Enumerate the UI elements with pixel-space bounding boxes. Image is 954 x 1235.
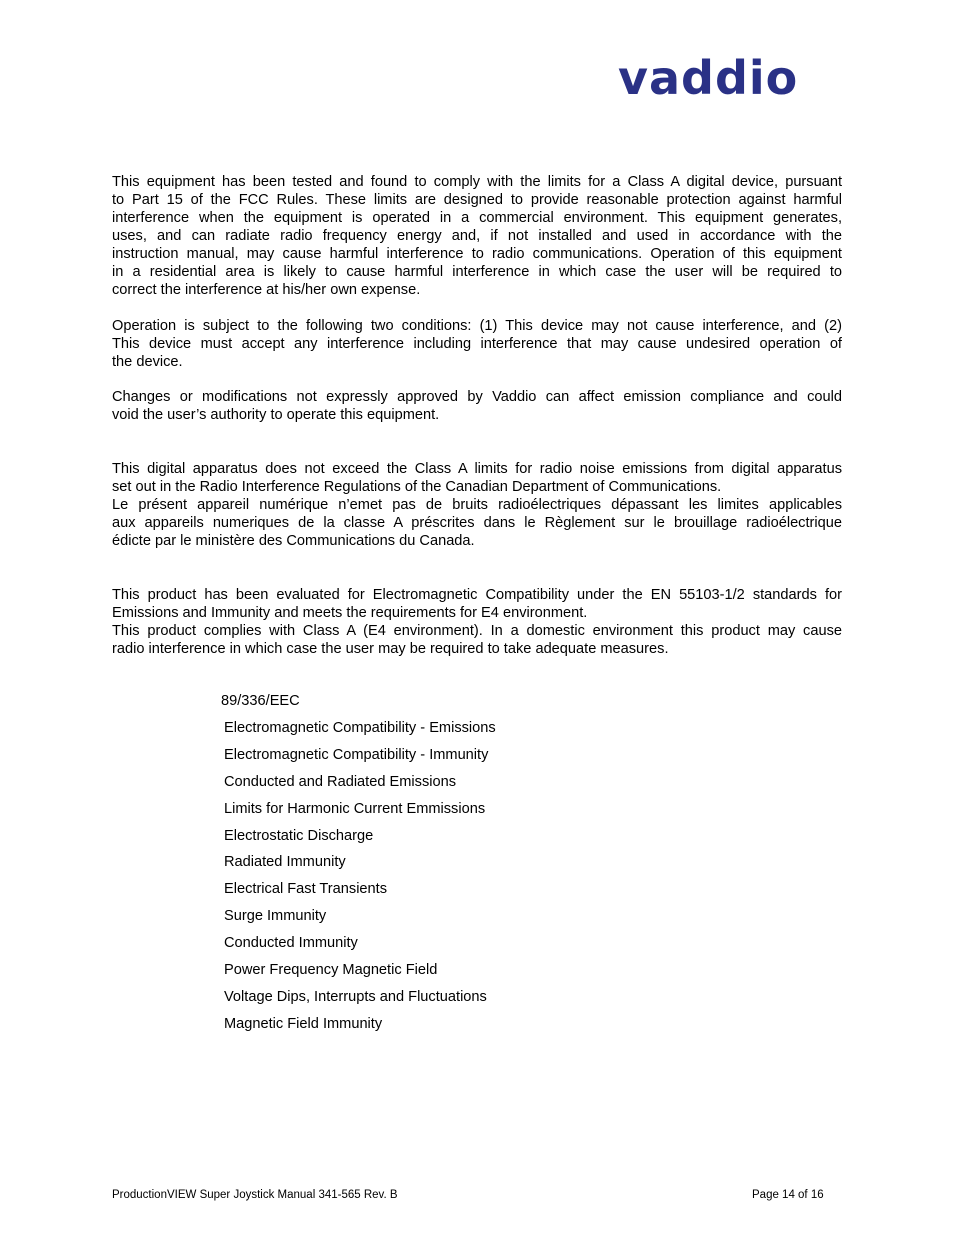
text-line: This equipment has been tested and found to comply with the limits for a Class A digital device, pursuant	[112, 174, 842, 190]
list-item: Power Frequency Magnetic Field	[224, 962, 438, 979]
text-line: aux appareils numeriques de la classe A préscrites dans le Règlement sur le brouillage radioélectrique	[112, 515, 842, 531]
industry-canada-paragraph	[112, 460, 842, 550]
text-line: the device.	[112, 354, 183, 370]
text-line: in a residential area is likely to cause harmful interference in which case the user will be required to	[112, 264, 842, 280]
fcc-conditions-paragraph	[112, 317, 842, 371]
text-line: Emissions and Immunity and meets the requirements for E4 environment.	[112, 605, 588, 621]
fcc-modifications-paragraph	[112, 388, 842, 424]
list-item: Electromagnetic Compatibility - Emissions	[224, 720, 496, 736]
standards-list	[224, 719, 496, 1042]
text-line: uses, and can radiate radio frequency energy and, if not installed and used in accordance with the	[112, 228, 842, 244]
list-item: Limits for Harmonic Current Emmissions	[224, 800, 486, 817]
ce-compliance-paragraph	[112, 586, 842, 658]
footer-page-number: Page 14 of 16	[752, 1189, 824, 1201]
text-line: void the user’s authority to operate this equipment.	[112, 407, 440, 423]
text-line: interference when the equipment is operated in a commercial environment. This equipment generates,	[112, 210, 842, 226]
text-line: This product has been evaluated for Electromagnetic Compatibility under the EN 55103-1/2 standards for	[112, 587, 842, 603]
ce-directive: 89/336/EEC	[221, 693, 300, 709]
text-line: Changes or modifications not expressly approved by Vaddio can affect emission compliance and could	[112, 389, 842, 405]
list-item: Conducted and Radiated Emissions	[224, 773, 457, 790]
text-line: édicte par le ministère des Communications du Canada.	[112, 533, 475, 549]
logo-text: vaddio	[618, 56, 799, 100]
footer-manual-title: ProductionVIEW Super Joystick Manual 341-565 Rev. B	[112, 1189, 398, 1201]
text-line: to Part 15 of the FCC Rules. These limits are designed to provide reasonable protection against harmful	[112, 192, 842, 208]
list-item: Surge Immunity	[224, 908, 327, 925]
text-line: Operation is subject to the following two conditions: (1) This device may not cause interference, and (2)	[112, 318, 842, 334]
text-line: correct the interference at his/her own expense.	[112, 282, 421, 298]
text-line: set out in the Radio Interference Regulations of the Canadian Department of Communications.	[112, 479, 722, 495]
list-item: Electromagnetic Compatibility - Immunity	[224, 746, 489, 763]
fcc-compliance-paragraph	[112, 173, 842, 299]
text-line: instruction manual, may cause harmful interference to radio communications. Operation of this equipment	[112, 246, 842, 262]
list-item: Magnetic Field Immunity	[224, 1015, 383, 1032]
list-item: Electrical Fast Transients	[224, 881, 388, 898]
vaddio-logo	[618, 56, 862, 100]
list-item: Radiated Immunity	[224, 854, 346, 871]
list-item: Electrostatic Discharge	[224, 827, 374, 844]
text-line: This product complies with Class A (E4 environment). In a domestic environment this product may cause	[112, 623, 842, 639]
list-item: Conducted Immunity	[224, 935, 358, 952]
list-item: Voltage Dips, Interrupts and Fluctuations	[224, 988, 487, 1005]
text-line: Le présent appareil numérique n’emet pas de bruits radioélectriques dépassant les limites applicables	[112, 497, 842, 513]
text-line: This digital apparatus does not exceed the Class A limits for radio noise emissions from digital apparatus	[112, 461, 842, 477]
text-line: radio interference in which case the user may be required to take adequate measures.	[112, 641, 669, 657]
text-line: This device must accept any interference including interference that may cause undesired operation of	[112, 336, 842, 352]
